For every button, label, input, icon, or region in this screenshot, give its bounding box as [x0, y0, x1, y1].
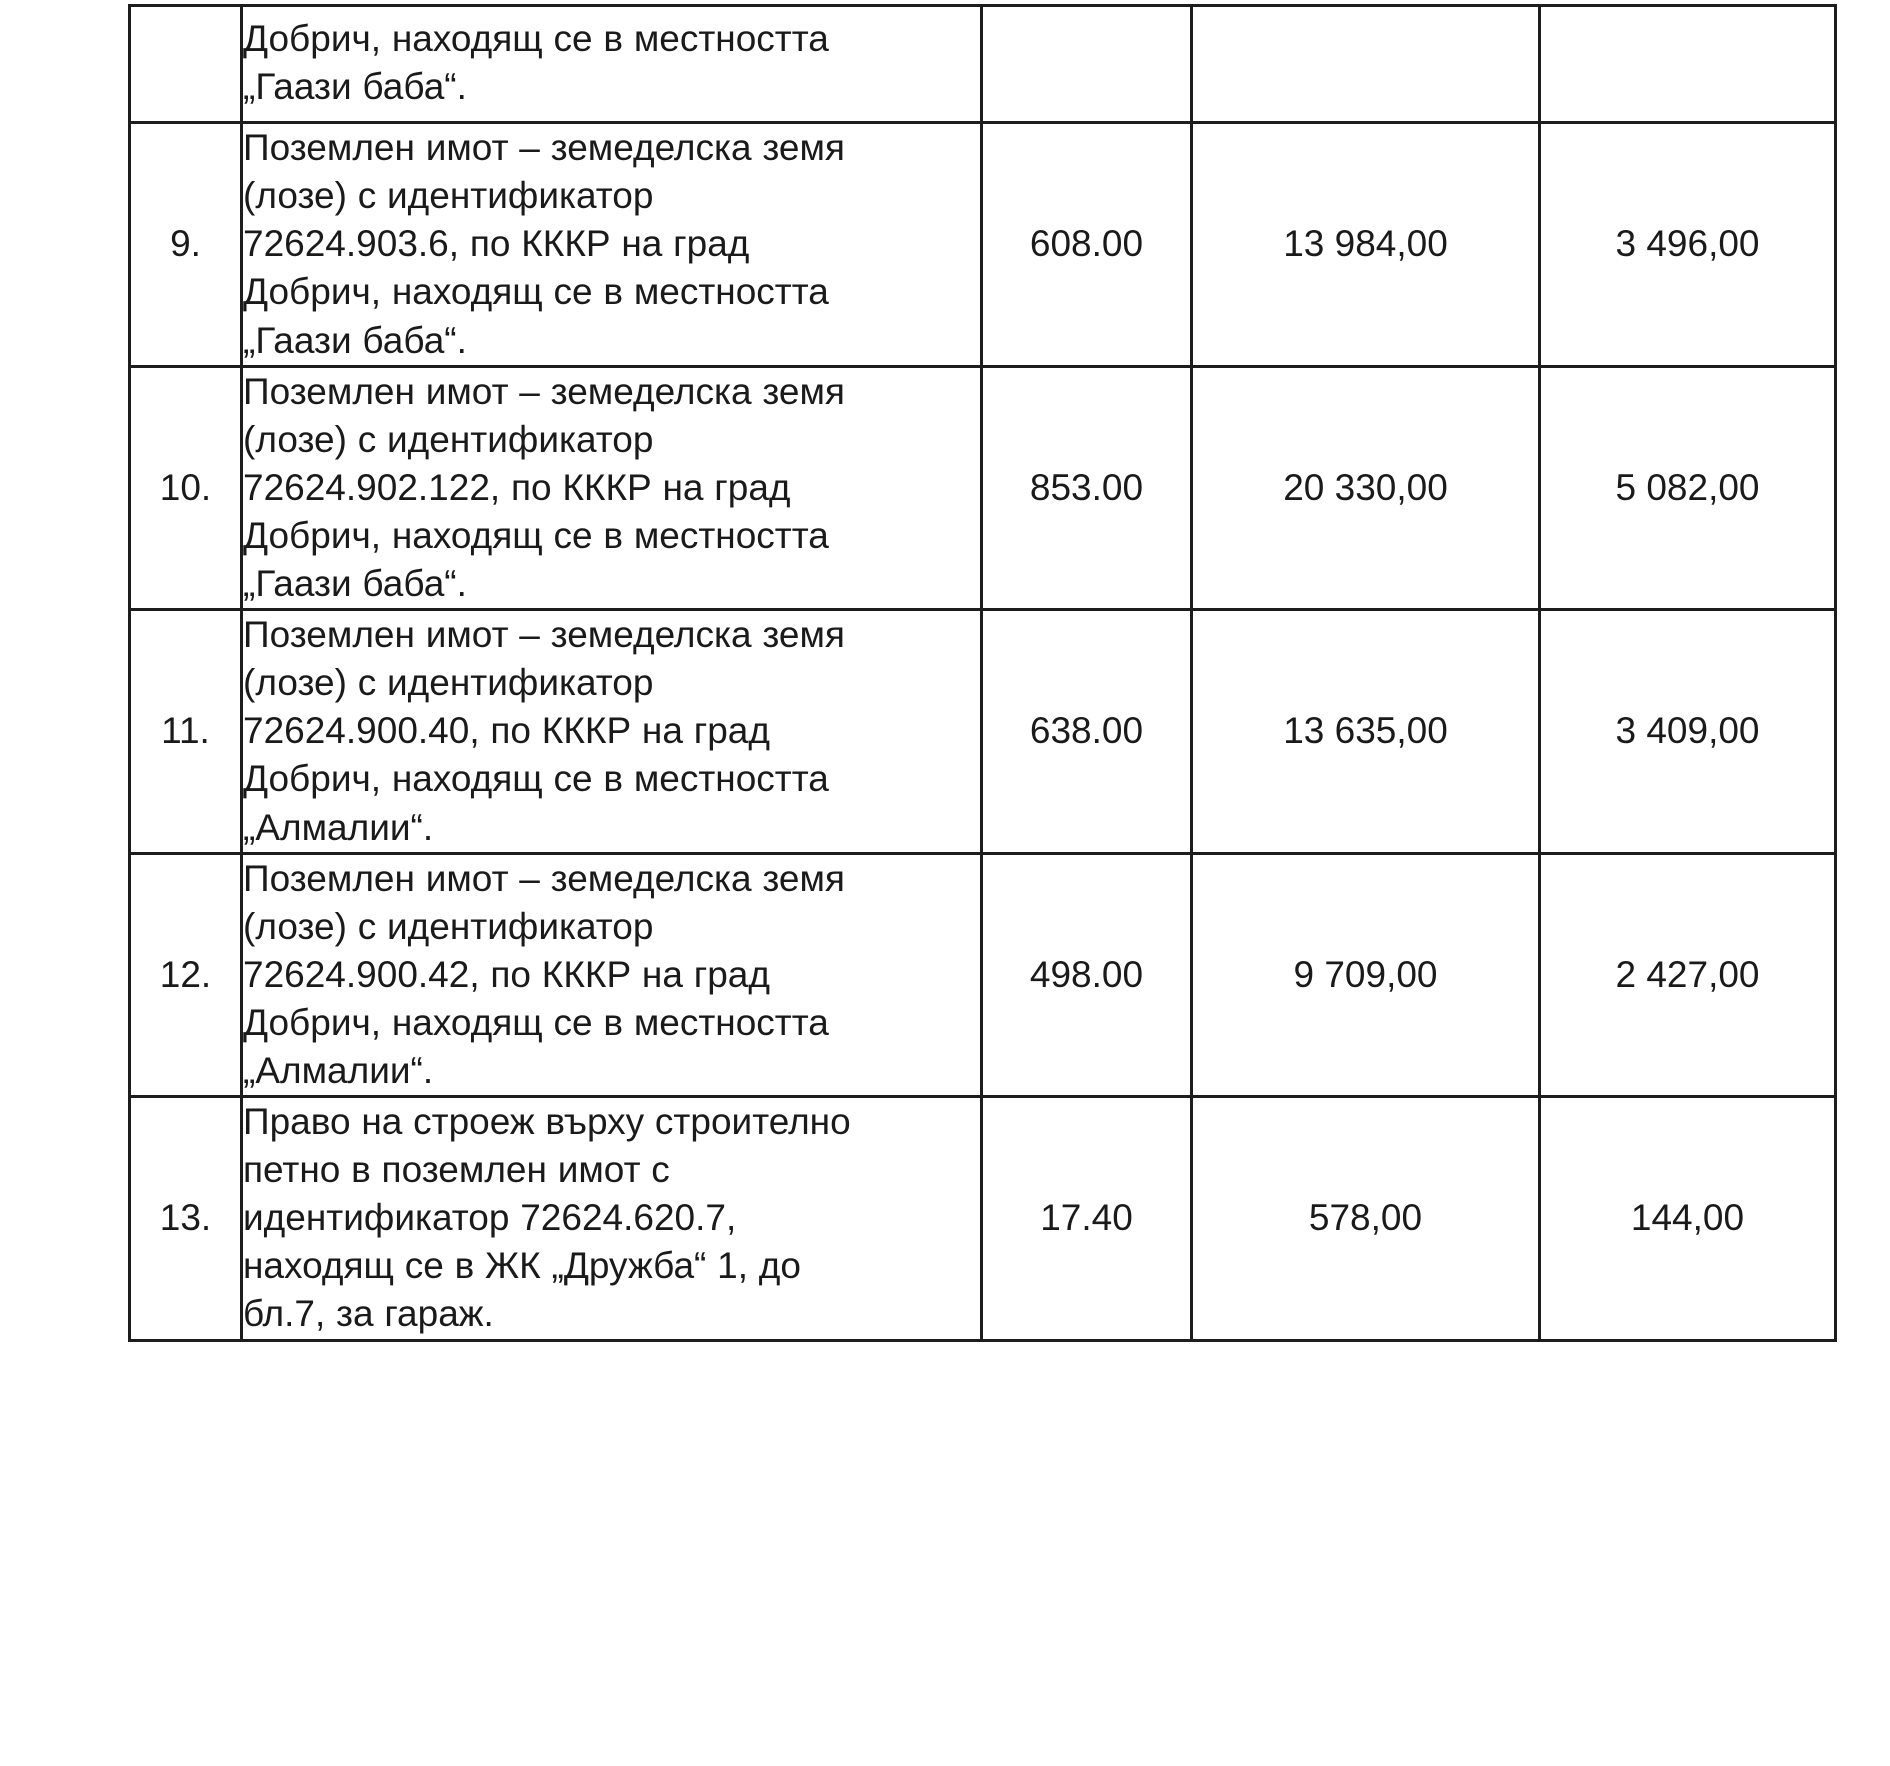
row-value-primary-cell: 578,00	[1192, 1097, 1540, 1340]
description-line: (лозе) с идентификатор	[243, 418, 654, 460]
description-line: Поземлен имот – земеделска земя	[243, 614, 845, 656]
description-line: „Алмалии“.	[243, 1049, 434, 1091]
row-value-primary-cell: 13 635,00	[1192, 610, 1540, 853]
table-body	[130, 6, 1836, 1341]
description-line: „Гаази баба“.	[243, 319, 467, 361]
description-line: петно в поземлен имот с	[243, 1149, 670, 1191]
description-line: Поземлен имот – земеделска земя	[243, 857, 845, 899]
description-line: (лозе) с идентификатор	[243, 905, 654, 947]
description-line: Добрич, находящ се в местността	[243, 271, 829, 313]
description-line: идентификатор 72624.620.7,	[243, 1197, 737, 1239]
description-line: 72624.900.40, по КККР на град	[243, 710, 770, 752]
row-area-cell: 638.00	[982, 610, 1192, 853]
row-description-cell	[242, 610, 982, 853]
row-value-primary-cell	[1192, 6, 1540, 123]
row-description-cell	[242, 6, 982, 123]
description-line: бл.7, за гараж.	[243, 1293, 494, 1335]
table-row	[130, 6, 1836, 123]
property-table	[128, 4, 1837, 1342]
row-area-cell: 17.40	[982, 1097, 1192, 1340]
document-page	[0, 4, 1890, 1766]
description-line: „Алмалии“.	[243, 806, 434, 848]
row-index-cell: 11.	[130, 610, 242, 853]
table-row	[130, 1097, 1836, 1340]
row-area-cell: 608.00	[982, 123, 1192, 366]
row-index-cell	[130, 6, 242, 123]
table-row	[130, 853, 1836, 1096]
row-index-cell: 9.	[130, 123, 242, 366]
row-index-cell: 13.	[130, 1097, 242, 1340]
description-line: Добрич, находящ се в местността	[243, 18, 829, 59]
row-value-secondary-cell: 2 427,00	[1540, 853, 1836, 1096]
row-value-primary-cell: 20 330,00	[1192, 366, 1540, 609]
row-description-cell	[242, 123, 982, 366]
row-value-secondary-cell: 3 409,00	[1540, 610, 1836, 853]
row-description-cell	[242, 853, 982, 1096]
description-line: 72624.900.42, по КККР на град	[243, 953, 770, 995]
row-value-secondary-cell: 144,00	[1540, 1097, 1836, 1340]
description-line: (лозе) с идентификатор	[243, 662, 654, 704]
description-line: (лозе) с идентификатор	[243, 175, 654, 217]
row-index-cell: 12.	[130, 853, 242, 1096]
row-area-cell: 853.00	[982, 366, 1192, 609]
description-line: Добрич, находящ се в местността	[243, 514, 829, 556]
table-row	[130, 610, 1836, 853]
row-description-cell	[242, 366, 982, 609]
row-area-cell	[982, 6, 1192, 123]
description-line: Добрич, находящ се в местността	[243, 758, 829, 800]
row-value-primary-cell: 9 709,00	[1192, 853, 1540, 1096]
table-row	[130, 366, 1836, 609]
description-line: „Гаази баба“.	[243, 563, 467, 605]
row-area-cell: 498.00	[982, 853, 1192, 1096]
description-line: 72624.902.122, по КККР на град	[243, 466, 791, 508]
description-line: 72624.903.6, по КККР на град	[243, 223, 750, 265]
row-value-secondary-cell: 5 082,00	[1540, 366, 1836, 609]
row-description-cell	[242, 1097, 982, 1340]
row-index-cell: 10.	[130, 366, 242, 609]
row-value-primary-cell: 13 984,00	[1192, 123, 1540, 366]
description-line: Право на строеж върху строително	[243, 1101, 851, 1143]
description-line: Добрич, находящ се в местността	[243, 1001, 829, 1043]
row-value-secondary-cell	[1540, 6, 1836, 123]
description-line: Поземлен имот – земеделска земя	[243, 127, 845, 169]
description-line: „Гаази баба“.	[243, 66, 467, 108]
row-value-secondary-cell: 3 496,00	[1540, 123, 1836, 366]
description-line: Поземлен имот – земеделска земя	[243, 370, 845, 412]
description-line: находящ се в ЖК „Дружба“ 1, до	[243, 1245, 801, 1287]
table-row	[130, 123, 1836, 366]
